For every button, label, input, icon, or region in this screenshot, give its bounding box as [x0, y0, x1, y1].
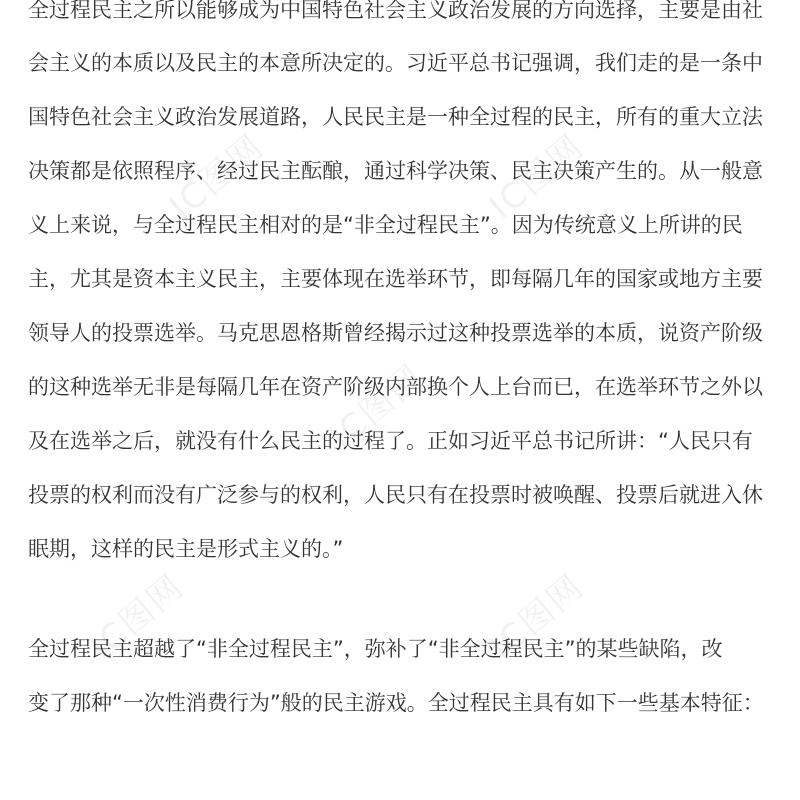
paragraph-2-line: 全过程民主超越了“非全过程民主”，弥补了“非全过程民主”的某些缺陷，改 [28, 637, 723, 661]
paragraph-1-line: 国特色社会主义政治发展道路，人民民主是一种全过程的民主，所有的重大立法 [28, 105, 763, 129]
paragraph-1-line: 主，尤其是资本主义民主，主要体现在选举环节，即每隔几年的国家或地方主要 [28, 267, 763, 291]
watermark: IC图网 [162, 126, 273, 228]
paragraph-1-line: 的这种选举无非是每隔几年在资产阶级内部换个人上台而已，在选举环节之外以 [28, 375, 763, 399]
paragraph-1-line: 义上来说，与全过程民主相对的是“非全过程民主”。因为传统意义上所讲的民 [28, 213, 743, 237]
watermark: IC图网 [482, 126, 593, 228]
paragraph-2-line: 变了那种“一次性消费行为”般的民主游戏。全过程民主具有如下一些基本特征： [28, 691, 764, 715]
paragraph-1-line: 会主义的本质以及民主的本意所决定的。习近平总书记强调，我们走的是一条中 [28, 51, 763, 75]
watermark: IC图网 [482, 566, 593, 668]
paragraph-1-line: 全过程民主之所以能够成为中国特色社会主义政治发展的方向选择，主要是由社 [28, 0, 763, 22]
paragraph-1-line: 投票的权利而没有广泛参与的权利，人民只有在投票时被唤醒、投票后就进入休 [28, 483, 763, 507]
paragraph-1-line: 领导人的投票选举。马克思恩格斯曾经揭示过这种投票选举的本质，说资产阶级 [28, 321, 763, 345]
watermark: IC图网 [322, 356, 433, 458]
paragraph-1-line: 眠期，这样的民主是形式主义的。” [28, 537, 344, 561]
paragraph-1-line: 决策都是依照程序、经过民主酝酿，通过科学决策、民主决策产生的。从一般意 [28, 159, 763, 183]
paragraph-1-line: 及在选举之后，就没有什么民主的过程了。正如习近平总书记所讲：“人民只有 [28, 429, 753, 453]
watermark: IC图网 [82, 566, 193, 668]
